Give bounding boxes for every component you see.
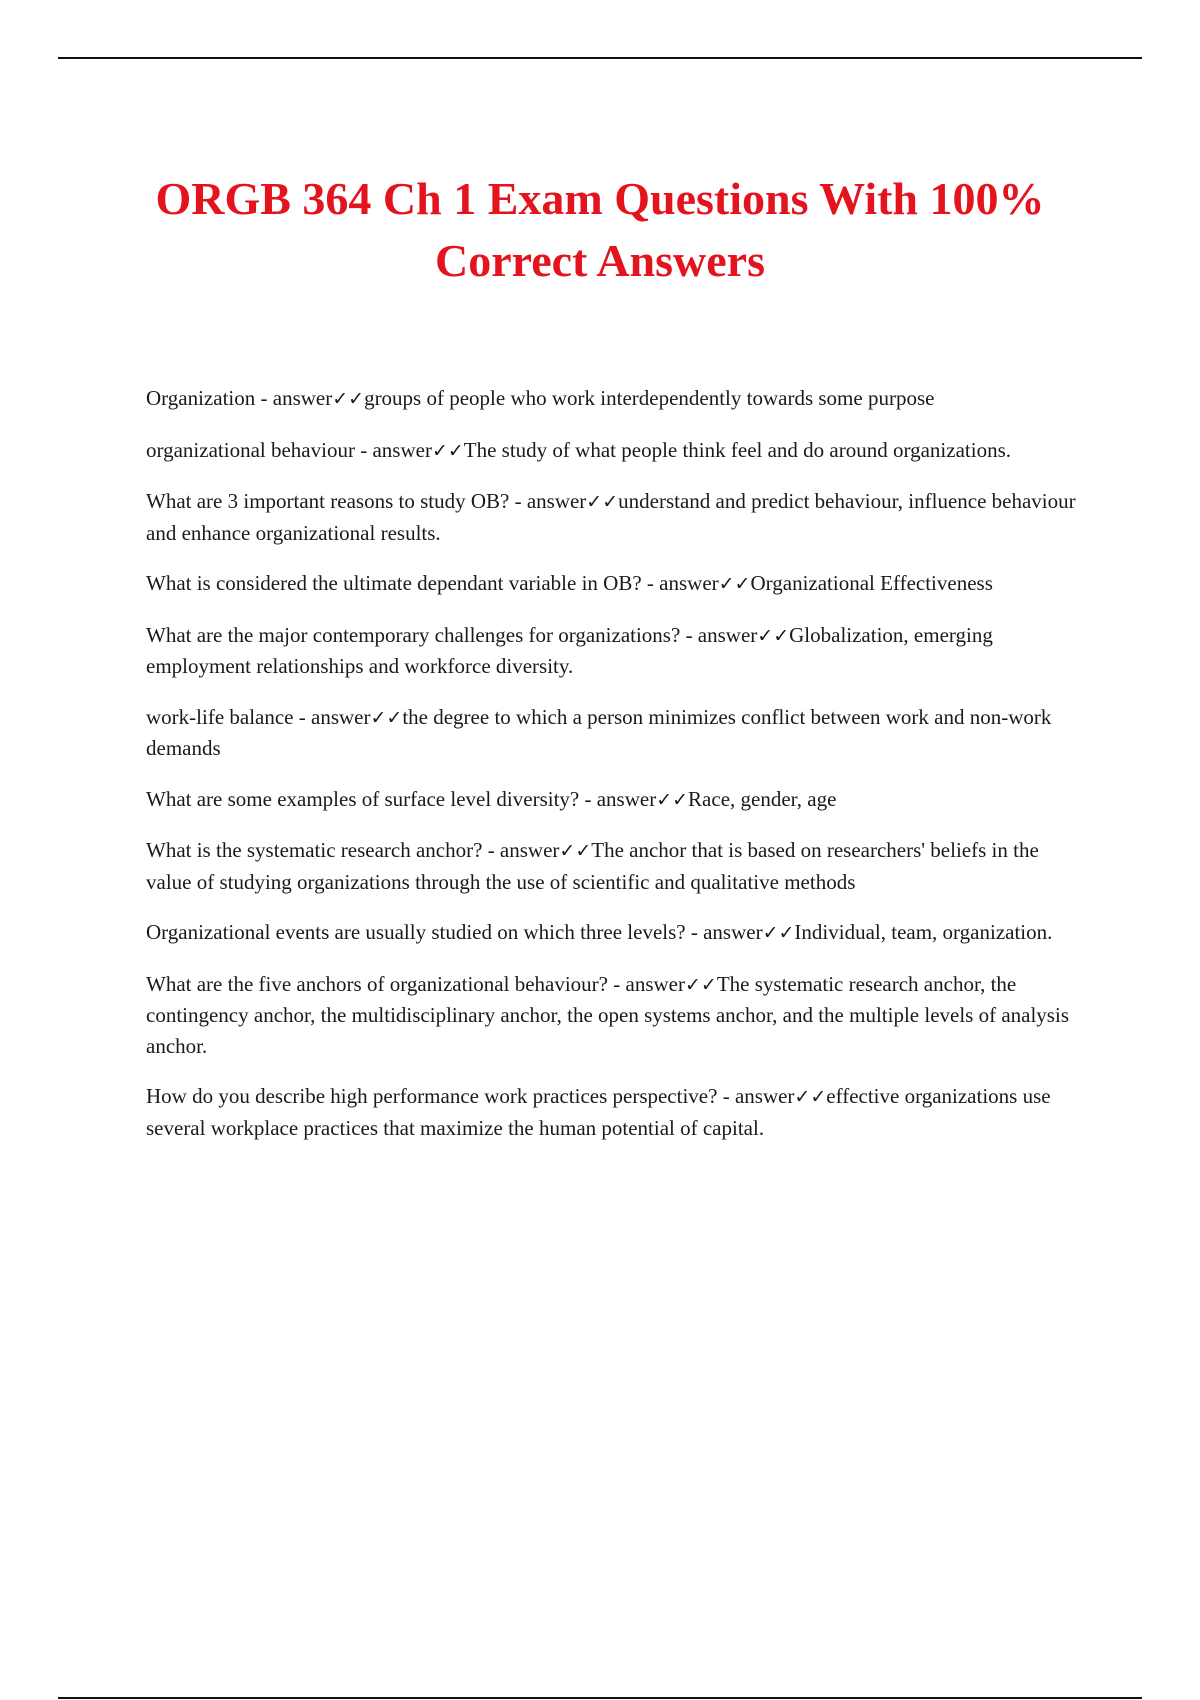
answer-label: - answer (680, 622, 758, 647)
check-marks: ✓✓ (794, 1086, 827, 1108)
qa-item (146, 620, 1076, 682)
check-marks: ✓✓ (684, 973, 717, 996)
qa-term: Organizational events are usually studied on which three levels? (146, 920, 686, 944)
answer-label: - answer (482, 838, 560, 862)
qa-answer: Race, gender, age (688, 786, 837, 811)
qa-answer: Organizational Effectiveness (750, 571, 993, 595)
check-marks: ✓✓ (656, 788, 689, 811)
qa-term: What is the systematic research anchor? (146, 838, 483, 862)
answer-label: - answer (685, 920, 763, 944)
answer-label: - answer (509, 489, 587, 513)
qa-item (146, 568, 1076, 600)
qa-item (146, 486, 1076, 548)
check-marks: ✓✓ (431, 439, 464, 462)
qa-answer: the degree to which a person minimizes conflict between work and non-work demands (146, 704, 1052, 760)
check-marks: ✓✓ (757, 624, 790, 647)
bottom-rule (58, 1697, 1142, 1699)
qa-term: What are 3 important reasons to study OB? (146, 489, 510, 513)
qa-term: work-life balance (146, 704, 294, 729)
check-marks: ✓✓ (332, 388, 365, 410)
document-title: ORGB 364 Ch 1 Exam Questions With 100% Correct Answers (155, 173, 1045, 286)
qa-answer: groups of people who work interdependently towards some purpose (364, 386, 935, 410)
check-marks: ✓✓ (370, 706, 403, 729)
qa-item (146, 383, 1076, 415)
qa-answer: Globalization, emerging employment relationships and workforce diversity. (146, 622, 993, 678)
qa-item (146, 702, 1076, 764)
qa-term: Organization (146, 386, 256, 410)
qa-item (146, 917, 1076, 949)
answer-label: - answer (717, 1084, 795, 1108)
qa-answer: Individual, team, organization. (794, 920, 1053, 944)
check-marks: ✓✓ (586, 491, 619, 513)
answer-label: - answer (293, 704, 371, 729)
qa-answer: The systematic research anchor, the contingency anchor, the multidisciplinary anchor, the open systems anchor, and the multiple levels of analysis anchor. (146, 971, 1069, 1058)
qa-answer: effective organizations use several workplace practices that maximize the human potential of capital. (146, 1084, 1051, 1140)
qa-item (146, 969, 1076, 1062)
check-marks: ✓✓ (762, 922, 795, 944)
qa-answer: The anchor that is based on researchers' beliefs in the value of studying organizations through the use of scientific and qualitative methods (146, 838, 1039, 894)
qa-answer: The study of what people think feel and do around organizations. (463, 437, 1012, 462)
qa-answer: understand and predict behaviour, influence behaviour and enhance organizational results. (146, 489, 1076, 545)
answer-label: - answer (641, 571, 719, 595)
check-marks: ✓✓ (559, 840, 592, 862)
check-marks: ✓✓ (718, 573, 751, 595)
qa-term: What are some examples of surface level diversity? (146, 786, 580, 811)
answer-label: - answer (255, 386, 333, 410)
qa-item (146, 435, 1076, 467)
answer-label: - answer (579, 786, 657, 811)
qa-item (146, 835, 1076, 897)
qa-term: What are the five anchors of organizational behaviour? (146, 971, 608, 996)
qa-term: What are the major contemporary challenges for organizations? (146, 622, 681, 647)
answer-label: - answer (354, 437, 432, 462)
qa-list (146, 383, 1076, 1163)
qa-term: organizational behaviour (146, 437, 355, 462)
qa-term: What is considered the ultimate dependant variable in OB? (146, 571, 642, 595)
qa-item (146, 784, 1076, 816)
qa-term: How do you describe high performance work practices perspective? (146, 1084, 718, 1108)
qa-item (146, 1081, 1076, 1143)
answer-label: - answer (608, 971, 685, 996)
top-rule (58, 57, 1142, 59)
